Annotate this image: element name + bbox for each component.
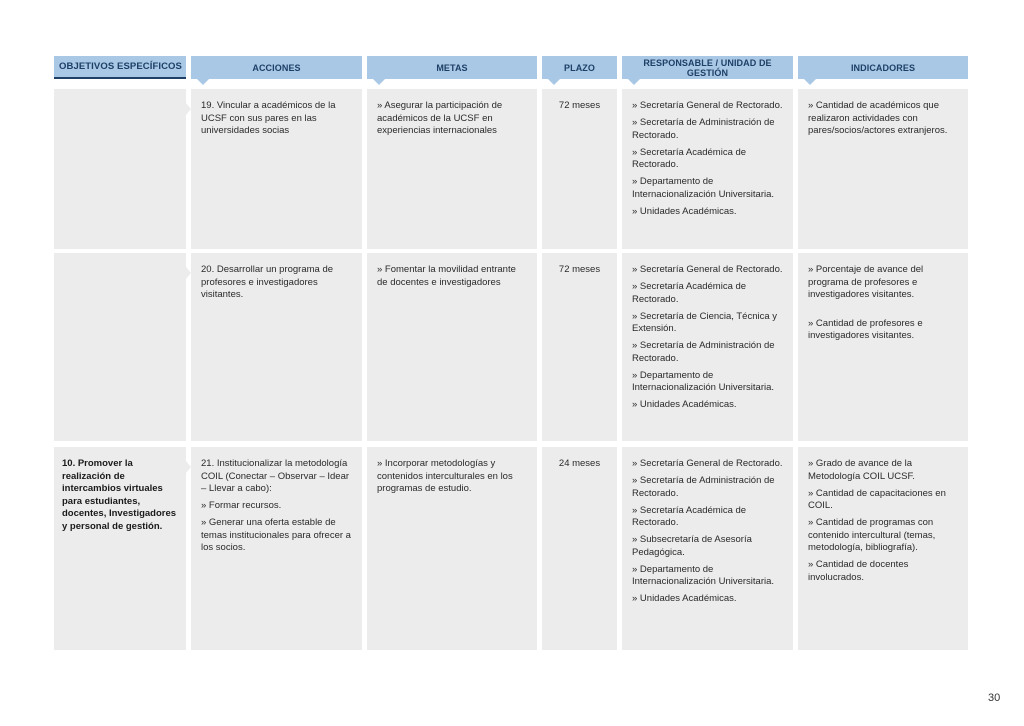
meta-cell-1 — [367, 89, 537, 249]
responsable-item: » Secretaría General de Rectorado. — [632, 100, 783, 111]
responsable-item: » Departamento de Internacionalización Universitaria. — [632, 563, 775, 587]
responsable-item: » Secretaría de Administración de Rectorado. — [632, 340, 775, 364]
responsable-item: » Unidades Académicas. — [632, 593, 737, 604]
header-plazo: PLAZO — [542, 56, 617, 79]
header-acciones: ACCIONES — [191, 56, 362, 79]
plazo-cell-2 — [542, 253, 617, 441]
meta-text: » Incorporar metodologías y contenidos interculturales en los programas de estudio. — [377, 458, 513, 494]
accion-text: 20. Desarrollar un programa de profesores e investigadores visitantes. — [201, 264, 334, 300]
responsable-item: » Departamento de Internacionalización Universitaria. — [632, 369, 775, 393]
accion-cell-2 — [191, 253, 362, 441]
indicador-item: » Cantidad de programas con contenido intercultural (temas, metodología, bibliografía). — [808, 517, 936, 553]
responsable-item: » Departamento de Internacionalización Universitaria. — [632, 176, 775, 200]
responsable-item: » Secretaría Académica de Rectorado. — [632, 281, 747, 305]
plazo-text: 72 meses — [558, 264, 601, 275]
indicador-item: » Grado de avance de la Metodología COIL UCSF. — [808, 458, 915, 482]
indicadores-cell-3 — [798, 447, 968, 650]
indicador-item: » Porcentaje de avance del programa de profesores e investigadores visitantes. — [808, 264, 924, 300]
responsable-item: » Secretaría Académica de Rectorado. — [632, 146, 747, 170]
accion-text: 19. Vincular a académicos de la UCSF con sus pares en las universidades socias — [201, 100, 336, 136]
plazo-text: 72 meses — [558, 100, 601, 111]
plazo-cell-1 — [542, 89, 617, 249]
header-responsable: RESPONSABLE / UNIDAD DE GESTIÓN — [622, 56, 793, 79]
responsable-item: » Secretaría Académica de Rectorado. — [632, 504, 747, 528]
indicadores-cell-2 — [798, 253, 968, 441]
accion-cell-1 — [191, 89, 362, 249]
responsable-cell-1 — [622, 89, 793, 249]
accion-text: » Generar una oferta estable de temas institucionales para ofrecer a los socios. — [201, 517, 351, 553]
plazo-cell-3 — [542, 447, 617, 650]
objetivo-text: 10. Promover la realización de intercambios virtuales para estudiantes, docentes, Investigadores y personal de gestión. — [62, 458, 177, 532]
header-objetivos: OBJETIVOS ESPECÍFICOS — [54, 56, 186, 79]
indicador-item: » Cantidad de profesores e investigadores visitantes. — [808, 317, 923, 341]
responsable-item: » Secretaría General de Rectorado. — [632, 458, 783, 469]
meta-text: » Asegurar la participación de académicos de la UCSF en experiencias internacionales — [377, 100, 503, 136]
indicador-item: » Cantidad de académicos que realizaron actividades con pares/socios/actores extranjeros. — [808, 100, 948, 136]
accion-text: 21. Institucionalizar la metodología COIL (Conectar – Observar – Idear – Llevar a cabo): — [201, 458, 350, 494]
meta-cell-3 — [367, 447, 537, 650]
objetivo-cell-1 — [54, 89, 186, 249]
indicador-item: » Cantidad de capacitaciones en COIL. — [808, 487, 946, 511]
responsable-item: » Unidades Académicas. — [632, 399, 737, 410]
accion-cell-3 — [191, 447, 362, 650]
responsable-cell-2 — [622, 253, 793, 441]
responsable-cell-3 — [622, 447, 793, 650]
indicador-item: » Cantidad de docentes involucrados. — [808, 559, 909, 583]
indicadores-cell-1 — [798, 89, 968, 249]
responsable-item: » Secretaría de Administración de Rectorado. — [632, 475, 775, 499]
header-indicadores: INDICADORES — [798, 56, 968, 79]
objetivo-cell-2 — [54, 253, 186, 441]
header-metas: METAS — [367, 56, 537, 79]
meta-text: » Fomentar la movilidad entrante de docentes e investigadores — [377, 264, 516, 288]
accion-text: » Formar recursos. — [201, 500, 282, 511]
responsable-item: » Secretaría General de Rectorado. — [632, 264, 783, 275]
page-number: 30 — [988, 692, 1001, 704]
responsable-item: » Secretaría de Administración de Rectorado. — [632, 117, 775, 141]
responsable-item: » Unidades Académicas. — [632, 205, 737, 217]
responsable-item: » Secretaría de Ciencia, Técnica y Extensión. — [632, 310, 778, 334]
plazo-text: 24 meses — [558, 458, 601, 469]
objetivo-cell-3 — [54, 447, 186, 650]
responsable-item: » Subsecretaría de Asesoría Pedagógica. — [632, 534, 752, 558]
meta-cell-2 — [367, 253, 537, 441]
